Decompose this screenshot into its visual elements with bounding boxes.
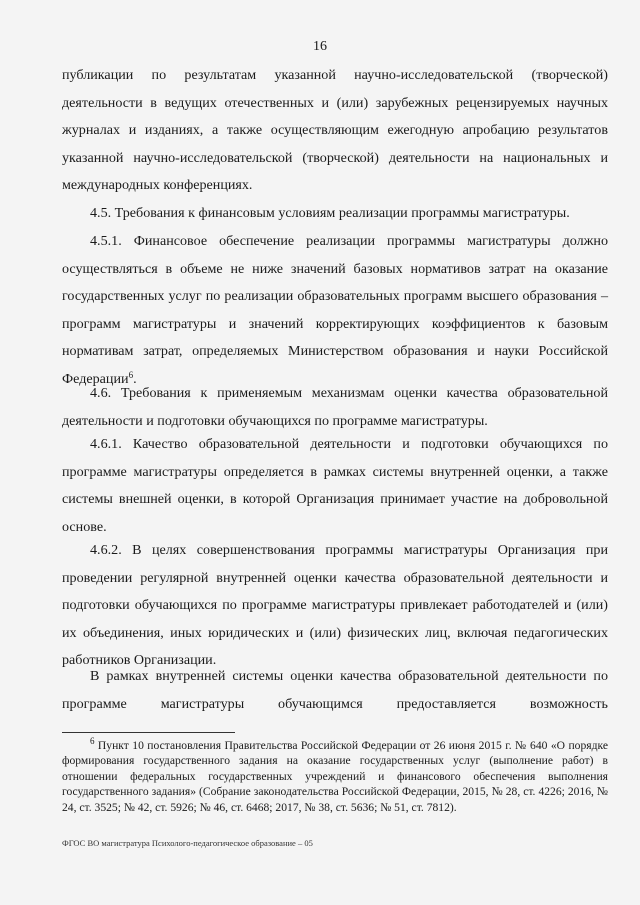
section-4-6-heading: 4.6. Требования к применяемым механизмам оценки качества образовательной деятельности и подготовки обучающихся по программе магистратуры. <box>62 385 608 429</box>
footnote-marker: 6 <box>90 736 95 746</box>
footnote-text: Пункт 10 постановления Правительства Российской Федерации от 26 июня 2015 г. № 640 «О порядке формирования государственного задания на оказание государственных услуг (выполнение работ) в отношении федеральных государственных учреждений и финансового обеспечения выполнения государственного задания» (Собрание законодательства Российской Федерации, 2015, № 28, ст. 4226; 2016, № 24, ст. 3525; № 42, ст. 5926; № 46, ст. 6468; 2017, № 38, ст. 5636; № 51, ст. 7812). <box>62 739 608 814</box>
paragraph-4-5-1 <box>62 228 608 393</box>
paragraph-continuation: публикации по результатам указанной научно-исследовательской (творческой) деятельности в ведущих отечественных и (или) зарубежных рецензируемых научных журналах и изданиях, а также осуществляющим ежегодную апробацию результатов указанной научно-исследовательской (творческой) деятельности на национальных и международных конференциях. <box>62 67 608 193</box>
page-number: 16 <box>313 39 327 54</box>
footnote-separator <box>62 732 235 733</box>
paragraph-4-6-1: 4.6.1. Качество образовательной деятельности и подготовки обучающихся по программе магистратуры определяется в рамках системы внутренней оценки, а также системы внешней оценки, в которой Организация принимает участие на добровольной основе. <box>62 436 608 535</box>
paragraph-4-5-1-text: 4.5.1. Финансовое обеспечение реализации программы магистратуры должно осуществляться в объеме не ниже значений базовых нормативов затрат на оказание государственных услуг по реализации образовательных программ высшего образования – программ магистратуры и значений корректирующих коэффициентов к базовым нормативам затрат, определяемых Министерством образования и науки Российской Федерации <box>62 233 608 387</box>
page-footer: ФГОС ВО магистратура Психолого-педагогическое образование – 05 <box>62 838 313 848</box>
footnote-reference: 6 <box>128 369 134 380</box>
paragraph-end-period: . <box>133 370 137 387</box>
paragraph-internal-assessment: В рамках внутренней системы оценки качества образовательной деятельности по программе магистратуры обучающимся предоставляется возможность <box>62 668 608 712</box>
paragraph-4-6-2: 4.6.2. В целях совершенствования программы магистратуры Организация при проведении регулярной внутренней оценки качества образовательной деятельности и подготовки обучающихся по программе магистратуры привлекает работодателей и (или) их объединения, иных юридических и (или) физических лиц, включая педагогических работников Организации. <box>62 542 608 668</box>
section-4-5-heading: 4.5. Требования к финансовым условиям реализации программы магистратуры. <box>90 205 570 221</box>
footnote <box>62 738 608 815</box>
